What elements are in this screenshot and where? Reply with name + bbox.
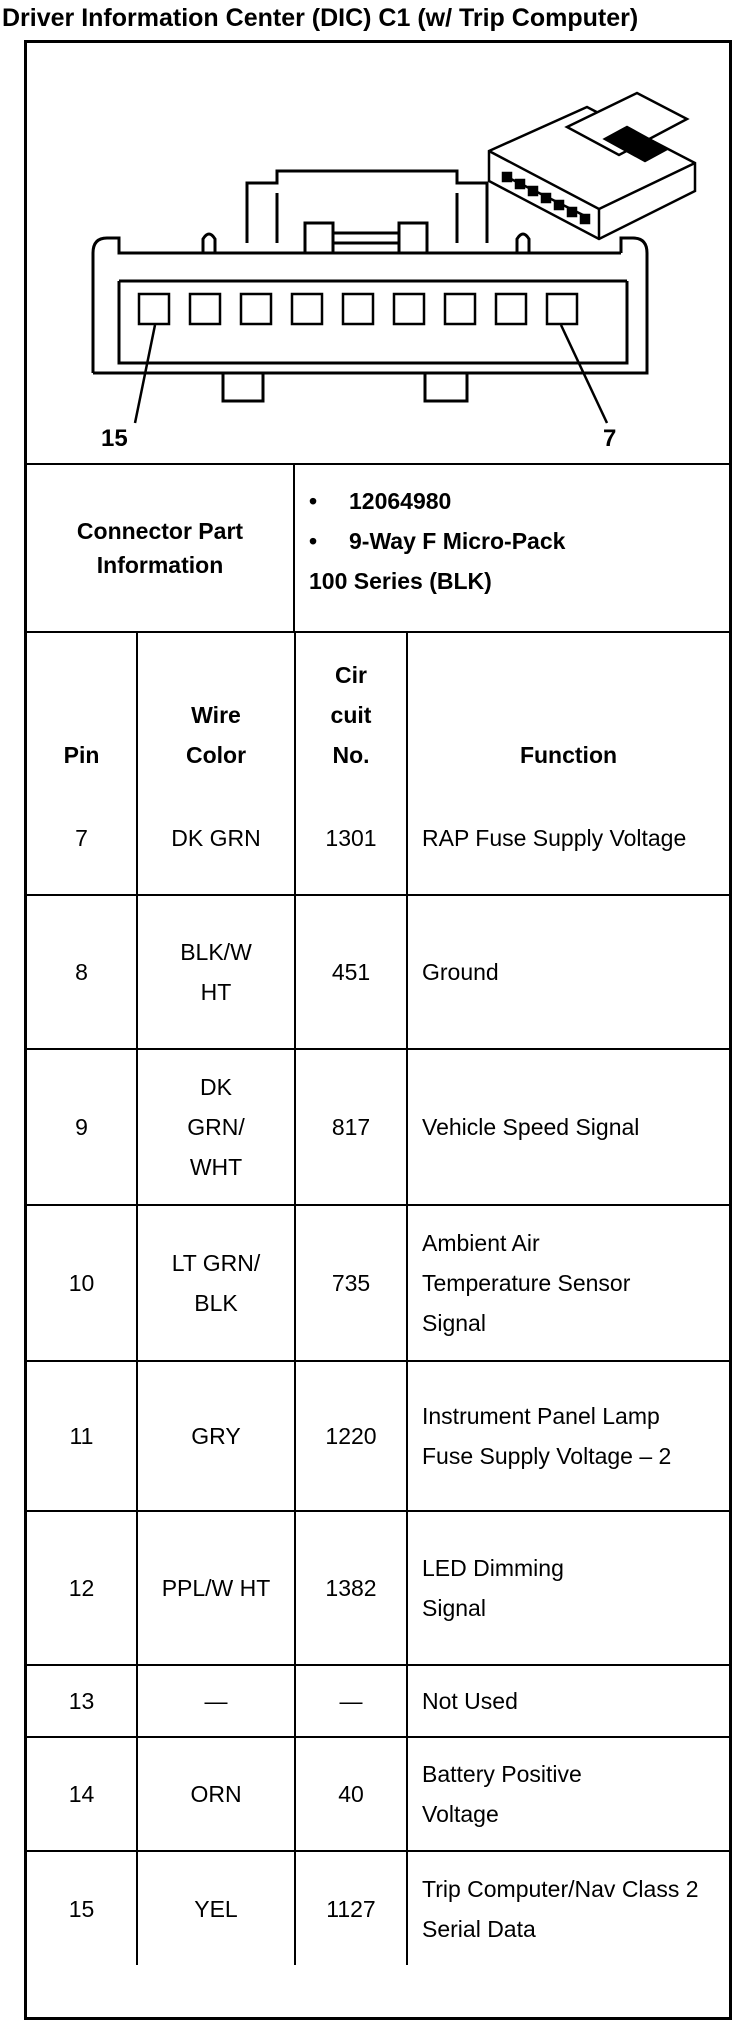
wire-color-cell: DK GRN/ WHT [137,1049,295,1205]
cavity-8 [496,294,526,324]
pin-cell: 9 [27,1049,137,1205]
function-cell: Vehicle Speed Signal [407,1049,729,1205]
connector-face-drawing [27,43,729,463]
connector-diagram [27,43,729,465]
pinout-table [27,633,729,1965]
circuit-cell: 40 [295,1737,407,1851]
cavity-row [139,294,577,324]
pin-cell: 15 [27,1851,137,1965]
cavity-10 [394,294,424,324]
cavity-15 [139,294,169,324]
wire-color-cell: GRY [137,1361,295,1511]
table-row [27,1049,729,1205]
right-pin-label: 7 [603,425,617,452]
circuit-cell: 1220 [295,1361,407,1511]
header-pin: Pin [27,633,137,781]
function-cell: Trip Computer/Nav Class 2 Serial Data [407,1851,729,1965]
wire-color-cell: ORN [137,1737,295,1851]
header-wire-color: Wire Color [137,633,295,781]
table-header-row [27,633,729,781]
function-cell: Not Used [407,1665,729,1737]
table-row [27,1205,729,1361]
function-cell: RAP Fuse Supply Voltage [407,781,729,895]
circuit-cell: — [295,1665,407,1737]
connector-type: • 9-Way F Micro-Pack [309,521,729,561]
pin-cell: 13 [27,1665,137,1737]
wire-color-cell: DK GRN [137,781,295,895]
table-row [27,895,729,1049]
circuit-cell: 1127 [295,1851,407,1965]
wire-color-cell: BLK/W HT [137,895,295,1049]
connector-part-info-values [295,465,729,631]
wire-color-cell: — [137,1665,295,1737]
function-cell: LED Dimming Signal [407,1511,729,1665]
header-function: Function [407,633,729,781]
circuit-cell: 1301 [295,781,407,895]
wire-color-cell: PPL/W HT [137,1511,295,1665]
connector-isometric-icon [489,93,695,239]
table-row [27,1511,729,1665]
table-row [27,1361,729,1511]
cavity-7 [547,294,577,324]
connector-part-info-label: Connector Part Information [27,465,295,631]
page-title: Driver Information Center (DIC) C1 (w/ Trip Computer) [2,4,639,32]
pin-cell: 10 [27,1205,137,1361]
left-pin-label: 15 [101,425,128,452]
function-cell: Instrument Panel Lamp Fuse Supply Voltage – 2 [407,1361,729,1511]
pin-cell: 12 [27,1511,137,1665]
pin-cell: 8 [27,895,137,1049]
table-row [27,1851,729,1965]
header-circuit-no: Cir cuit No. [295,633,407,781]
pin-cell: 14 [27,1737,137,1851]
function-cell: Battery Positive Voltage [407,1737,729,1851]
cavity-13 [241,294,271,324]
wire-color-cell: LT GRN/ BLK [137,1205,295,1361]
function-cell: Ground [407,895,729,1049]
cavity-11 [343,294,373,324]
table-row [27,1737,729,1851]
pin-cell: 11 [27,1361,137,1511]
connector-sheet [24,40,732,2020]
circuit-cell: 817 [295,1049,407,1205]
function-cell: Ambient Air Temperature Sensor Signal [407,1205,729,1361]
part-number: • 12064980 [309,481,729,521]
circuit-cell: 451 [295,895,407,1049]
cavity-9 [445,294,475,324]
cavity-12 [292,294,322,324]
connector-part-info [27,465,729,633]
table-row [27,1665,729,1737]
pin-cell: 7 [27,781,137,895]
cavity-14 [190,294,220,324]
wire-color-cell: YEL [137,1851,295,1965]
table-row [27,781,729,895]
circuit-cell: 1382 [295,1511,407,1665]
connector-series: 100 Series (BLK) [309,568,492,594]
circuit-cell: 735 [295,1205,407,1361]
